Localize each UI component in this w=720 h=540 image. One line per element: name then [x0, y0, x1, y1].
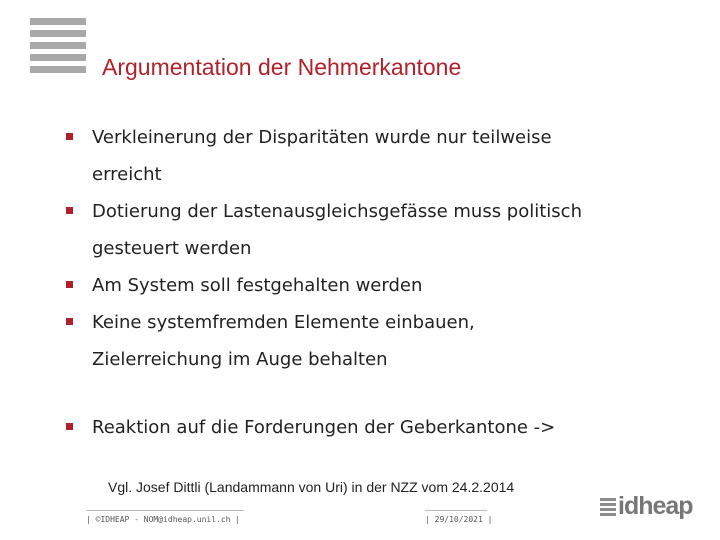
square-bullet-icon [66, 281, 73, 288]
bullet-item [64, 409, 694, 446]
bullet-text-line: Reaktion auf die Forderungen der Geberkantone -> [92, 417, 556, 438]
citation-text: Vgl. Josef Dittli (Landammann von Uri) in der NZZ vom 24.2.2014 [108, 479, 515, 495]
bullet-item [64, 267, 694, 304]
bullet-text-line: Keine systemfremden Elemente einbauen, [92, 312, 475, 333]
bullet-text-line: Verkleinerung der Disparitäten wurde nur teilweise [92, 127, 552, 148]
bullet-text-line: Dotierung der Lastenausgleichsgefässe muss politisch [92, 201, 582, 222]
bullet-list [64, 119, 694, 446]
footer-divider [425, 510, 487, 511]
square-bullet-icon [66, 207, 73, 214]
slide-title: Argumentation der Nehmerkantone [102, 54, 462, 80]
bullet-item [64, 193, 694, 267]
idheap-logo [600, 492, 696, 522]
footer-divider [86, 510, 244, 511]
bullet-item [64, 304, 694, 378]
square-bullet-icon [66, 318, 73, 325]
brand-wordmark: idheap [618, 492, 693, 520]
bullet-text-line: Am System soll festgehalten werden [92, 275, 423, 296]
square-bullet-icon [66, 423, 73, 430]
bullet-text-line: erreicht [92, 164, 162, 185]
bullet-text-line: gesteuert werden [92, 238, 252, 259]
bullet-item [64, 119, 694, 193]
footer-author: | ©IDHEAP - NOM@idheap.unil.ch | [86, 515, 241, 524]
bullet-text-line: Zielerreichung im Auge behalten [92, 349, 388, 370]
square-bullet-icon [66, 133, 73, 140]
footer-date: | 29/10/2021 | [425, 515, 493, 524]
